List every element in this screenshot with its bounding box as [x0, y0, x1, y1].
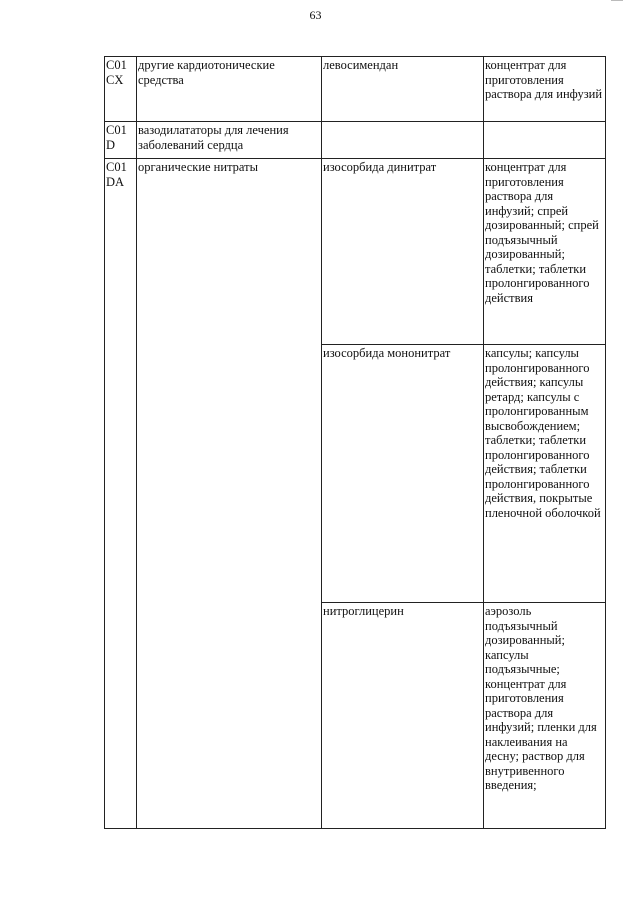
atc-code-cell: C01CX	[105, 57, 137, 122]
dosage-form-cell	[484, 122, 606, 159]
dosage-form-cell: капсулы; капсулы пролонгированного действия; капсулы ретард; капсулы с пролонгированным высвобождением; таблетки; таблетки пролонгированного действия; таблетки пролонгированного действия, покрытые пленочной оболочкой	[484, 345, 606, 603]
group-name-cell: органические нитраты	[137, 159, 322, 829]
drug-name-cell: изосорбида динитрат	[322, 159, 484, 345]
scan-edge-mark	[611, 0, 623, 5]
table-row	[105, 159, 606, 345]
drug-name-cell: изосорбида мононитрат	[322, 345, 484, 603]
group-name-cell: вазодилататоры для лечения заболеваний сердца	[137, 122, 322, 159]
drug-table	[104, 56, 606, 829]
table-row	[105, 122, 606, 159]
page-number: 63	[309, 8, 322, 22]
drug-name-cell: левосимендан	[322, 57, 484, 122]
atc-code-cell: C01DA	[105, 159, 137, 829]
table-row	[105, 57, 606, 122]
atc-code-cell: C01D	[105, 122, 137, 159]
dosage-form-cell: аэрозоль подъязычный дозированный; капсулы подъязычные; концентрат для приготовления раствора для инфузий; пленки для наклеивания на десну; раствор для внутривенного введения;	[484, 603, 606, 829]
drug-name-cell	[322, 122, 484, 159]
dosage-form-cell: концентрат для приготовления раствора для инфузий	[484, 57, 606, 122]
dosage-form-cell: концентрат для приготовления раствора для инфузий; спрей дозированный; спрей подъязычный дозированный; таблетки; таблетки пролонгированного действия	[484, 159, 606, 345]
drug-name-cell: нитроглицерин	[322, 603, 484, 829]
group-name-cell: другие кардиотонические средства	[137, 57, 322, 122]
